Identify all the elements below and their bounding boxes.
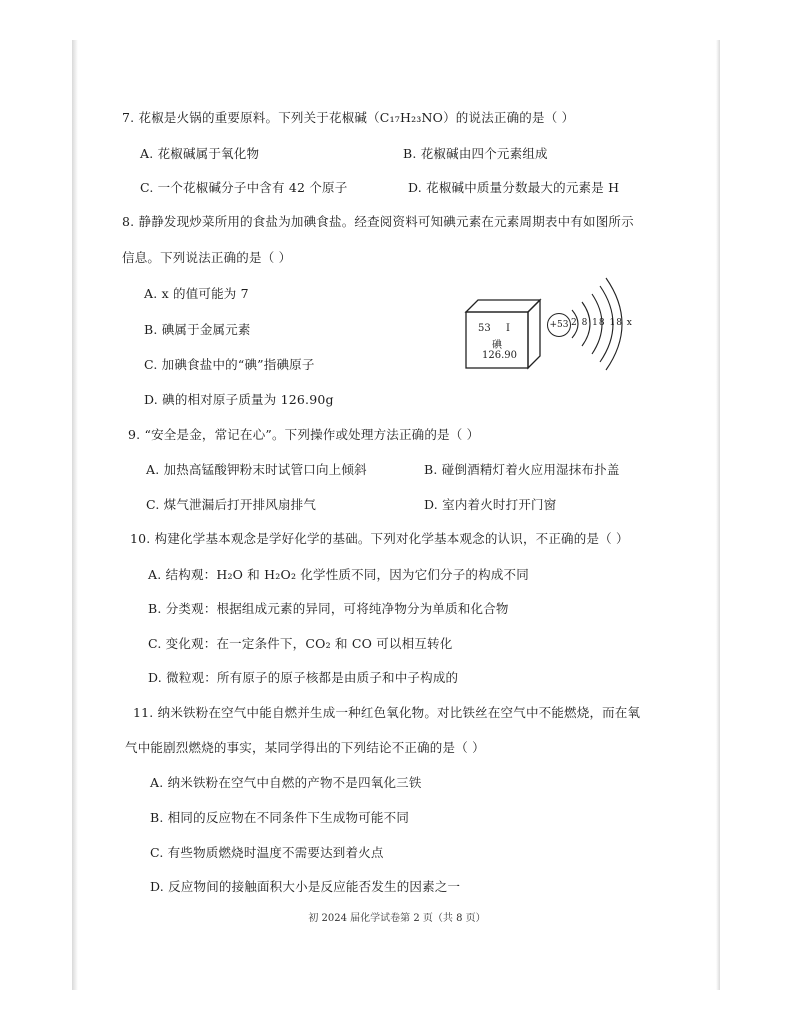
question-11-option-a: A. 纳米铁粉在空气中自燃的产物不是四氧化三铁 xyxy=(150,775,422,790)
question-10-option-c: C. 变化观：在一定条件下，CO₂ 和 CO 可以相互转化 xyxy=(148,636,453,651)
question-10-stem: 10. 构建化学基本观念是学好化学的基础。下列对化学基本观念的认识，不正确的是（ ） xyxy=(130,531,629,546)
scan-edge xyxy=(72,40,78,990)
atomic-mass: 126.90 xyxy=(482,350,517,361)
question-8-stem-line2: 信息。下列说法正确的是（ ） xyxy=(122,250,292,265)
question-11-stem-line1: 11. 纳米铁粉在空气中能自燃并生成一种红色氧化物。对比铁丝在空气中不能燃烧，而在氧 xyxy=(133,705,641,720)
electron-shell-counts: 2 8 18 18 x xyxy=(571,318,633,328)
question-10-option-a: A. 结构观：H₂O 和 H₂O₂ 化学性质不同，因为它们分子的构成不同 xyxy=(148,567,529,582)
question-7-option-b: B. 花椒碱由四个元素组成 xyxy=(403,146,548,161)
question-8-option-a: A. x 的值可能为 7 xyxy=(144,286,249,301)
element-symbol: I xyxy=(506,323,510,334)
question-11-option-b: B. 相同的反应物在不同条件下生成物可能不同 xyxy=(150,810,410,825)
question-8-option-b: B. 碘属于金属元素 xyxy=(144,322,251,337)
question-7-option-c: C. 一个花椒碱分子中含有 42 个原子 xyxy=(140,180,348,195)
question-8-option-d: D. 碘的相对原子质量为 126.90g xyxy=(144,392,334,407)
element-name: 碘 xyxy=(492,340,502,351)
question-11-option-d: D. 反应物间的接触面积大小是反应能否发生的因素之一 xyxy=(150,879,461,894)
question-11-option-c: C. 有些物质燃烧时温度不需要达到着火点 xyxy=(150,845,384,860)
atomic-number: 53 xyxy=(478,323,491,334)
question-8-option-c: C. 加碘食盐中的“碘”指碘原子 xyxy=(144,357,315,372)
question-10-option-d: D. 微粒观：所有原子的原子核都是由质子和中子构成的 xyxy=(148,670,459,685)
question-9-option-d: D. 室内着火时打开门窗 xyxy=(424,497,557,512)
element-cell-frame xyxy=(460,290,550,376)
atom-nucleus: +53 xyxy=(547,313,571,337)
question-7-option-d: D. 花椒碱中质量分数最大的元素是 H xyxy=(408,180,620,195)
question-7-option-a: A. 花椒碱属于氧化物 xyxy=(140,146,260,161)
question-9-option-b: B. 碰倒酒精灯着火应用湿抹布扑盖 xyxy=(424,462,620,477)
page-footer: 初 2024 届化学试卷第 2 页（共 8 页） xyxy=(308,913,486,924)
question-8-stem-line1: 8. 静静发现炒菜所用的食盐为加碘食盐。经查阅资料可知碘元素在元素周期表中有如图所示 xyxy=(122,214,634,229)
question-9-option-a: A. 加热高锰酸钾粉末时试管口向上倾斜 xyxy=(146,462,367,477)
question-7-stem: 7. 花椒是火锅的重要原料。下列关于花椒碱（C₁₇H₂₃NO）的说法正确的是（ ） xyxy=(122,110,575,125)
scan-edge xyxy=(716,40,720,990)
question-10-option-b: B. 分类观：根据组成元素的异同，可将纯净物分为单质和化合物 xyxy=(148,601,509,616)
question-11-stem-line2: 气中能剧烈燃烧的事实，某同学得出的下列结论不正确的是（ ） xyxy=(125,740,485,755)
question-9-option-c: C. 煤气泄漏后打开排风扇排气 xyxy=(146,497,317,512)
question-9-stem: 9. “安全是金，常记在心”。下列操作或处理方法正确的是（ ） xyxy=(128,427,480,442)
